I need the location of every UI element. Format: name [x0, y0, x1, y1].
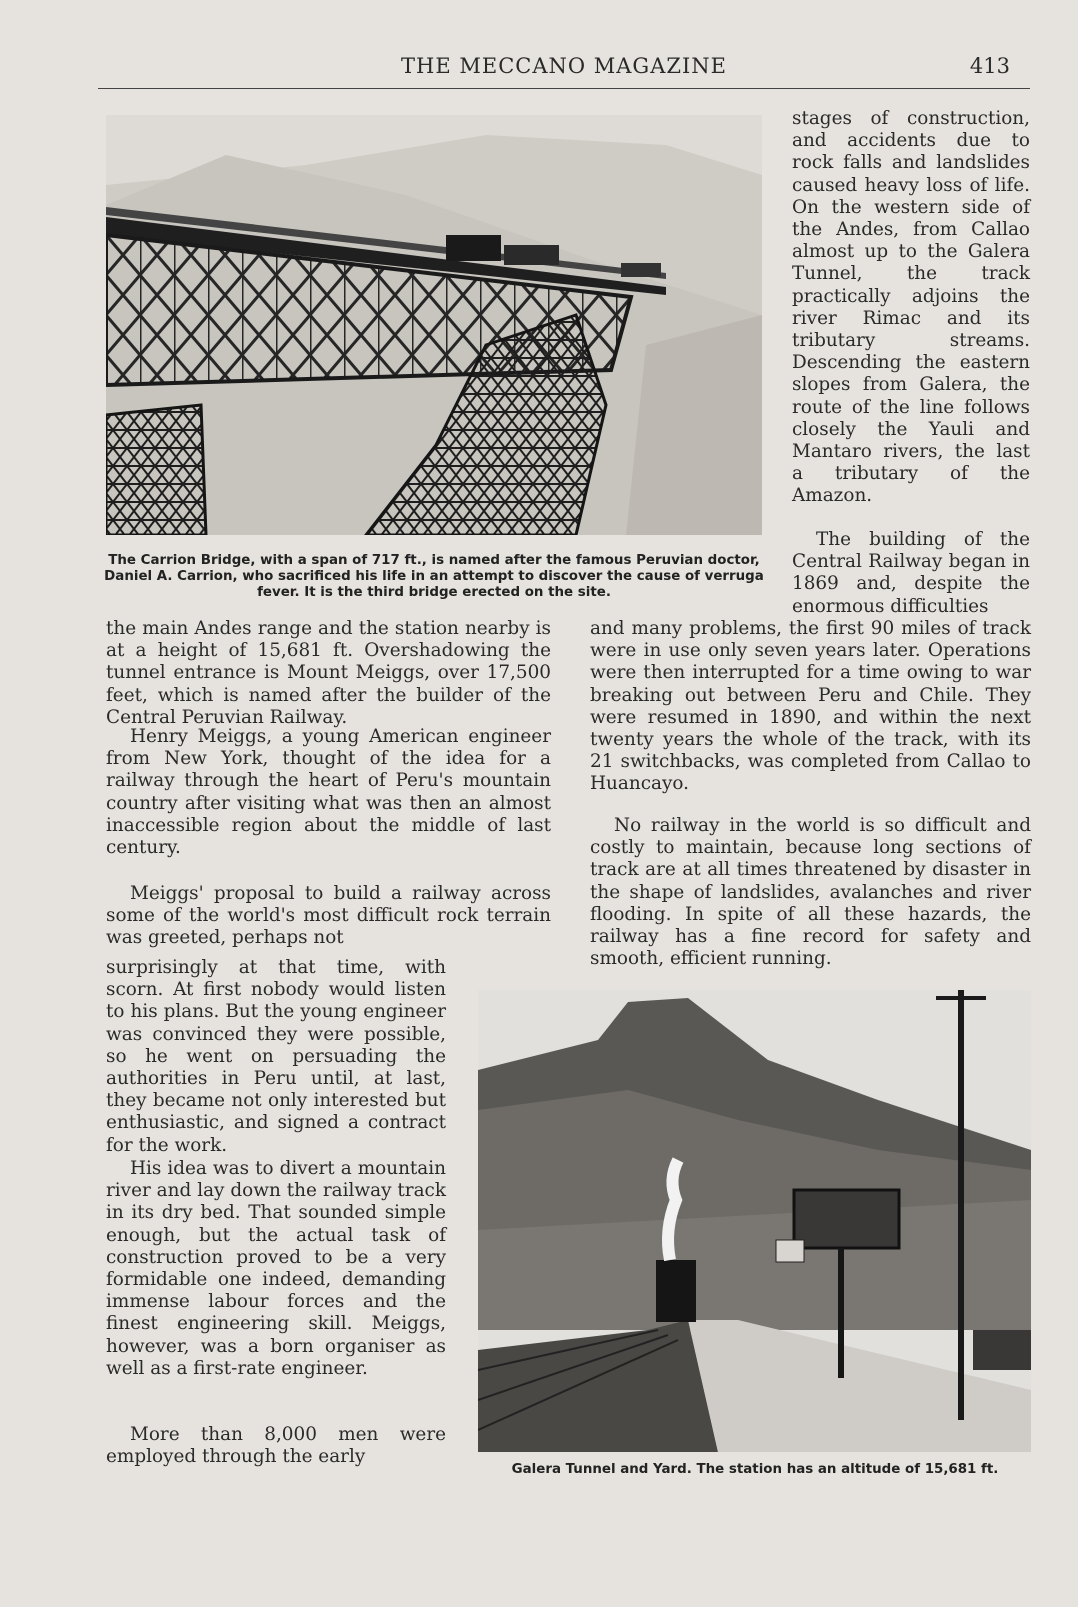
header-rule	[98, 88, 1030, 89]
magazine-title: THE MECCANO MAGAZINE	[401, 54, 727, 78]
paragraph: the main Andes range and the station nearby is at a height of 15,681 ft. Overshadowing the tunnel entrance is Mount Meiggs, over 17,500 feet, which is named after the builder of the Central Peruvian Railway.	[106, 618, 551, 728]
galera-tunnel-photo	[478, 990, 1031, 1452]
paragraph: Meiggs' proposal to build a railway across some of the world's most difficult rock terrain was greeted, perhaps not	[106, 883, 551, 949]
page-header	[98, 54, 1030, 84]
page-number: 413	[969, 54, 1010, 78]
paragraph: The building of the Central Railway began in 1869 and, despite the enormous difficulties	[792, 529, 1030, 617]
paragraph: No railway in the world is so difficult and costly to maintain, because long sections of track are at all times threatened by disaster in the shape of landslides, avalanches and river flooding. In spite of all these hazards, the railway has a fine record for safety and smooth, efficient running.	[590, 815, 1031, 970]
carrion-bridge-photo	[106, 115, 762, 535]
figure-caption: The Carrion Bridge, with a span of 717 ft., is named after the famous Peruvian doctor, Daniel A. Carrion, who sacrificed his life in an attempt to discover the cause of verruga fever. It is the third bridge erected on the site.	[104, 553, 764, 600]
paragraph: stages of construction, and accidents due to rock falls and landslides caused heavy loss of life. On the western side of the Andes, from Callao almost up to the Galera Tunnel, the track practically adjoins the river Rimac and its tributary streams. Descending the eastern slopes from Galera, the route of the line follows closely the Yauli and Mantaro rivers, the last a tributary of the Amazon.	[792, 108, 1030, 507]
paragraph: and many problems, the first 90 miles of track were in use only seven years later. Operations were then interrupted for a time owing to war breaking out between Peru and Chile. They were resumed in 1890, and within the next twenty years the whole of the track, with its 21 switchbacks, was completed from Callao to Huancayo.	[590, 618, 1031, 795]
paragraph: More than 8,000 men were employed through the early	[106, 1424, 446, 1468]
paragraph: His idea was to divert a mountain river and lay down the railway track in its dry bed. That sounded simple enough, but the actual task of construction proved to be a very formidable one indeed, demanding immense labour forces and the finest engineering skill. Meiggs, however, was a born organiser as well as a first-rate engineer.	[106, 1158, 446, 1379]
paragraph: Henry Meiggs, a young American engineer from New York, thought of the idea for a railway through the heart of Peru's mountain country after visiting what was then an almost inaccessible region about the middle of last century.	[106, 726, 551, 859]
paragraph: surprisingly at that time, with scorn. At first nobody would listen to his plans. But the young engineer was convinced they were possible, so he went on persuading the authorities in Peru until, at last, they became not only interested but enthusiastic, and signed a contract for the work.	[106, 957, 446, 1156]
figure-caption: Galera Tunnel and Yard. The station has an altitude of 15,681 ft.	[511, 1462, 999, 1477]
